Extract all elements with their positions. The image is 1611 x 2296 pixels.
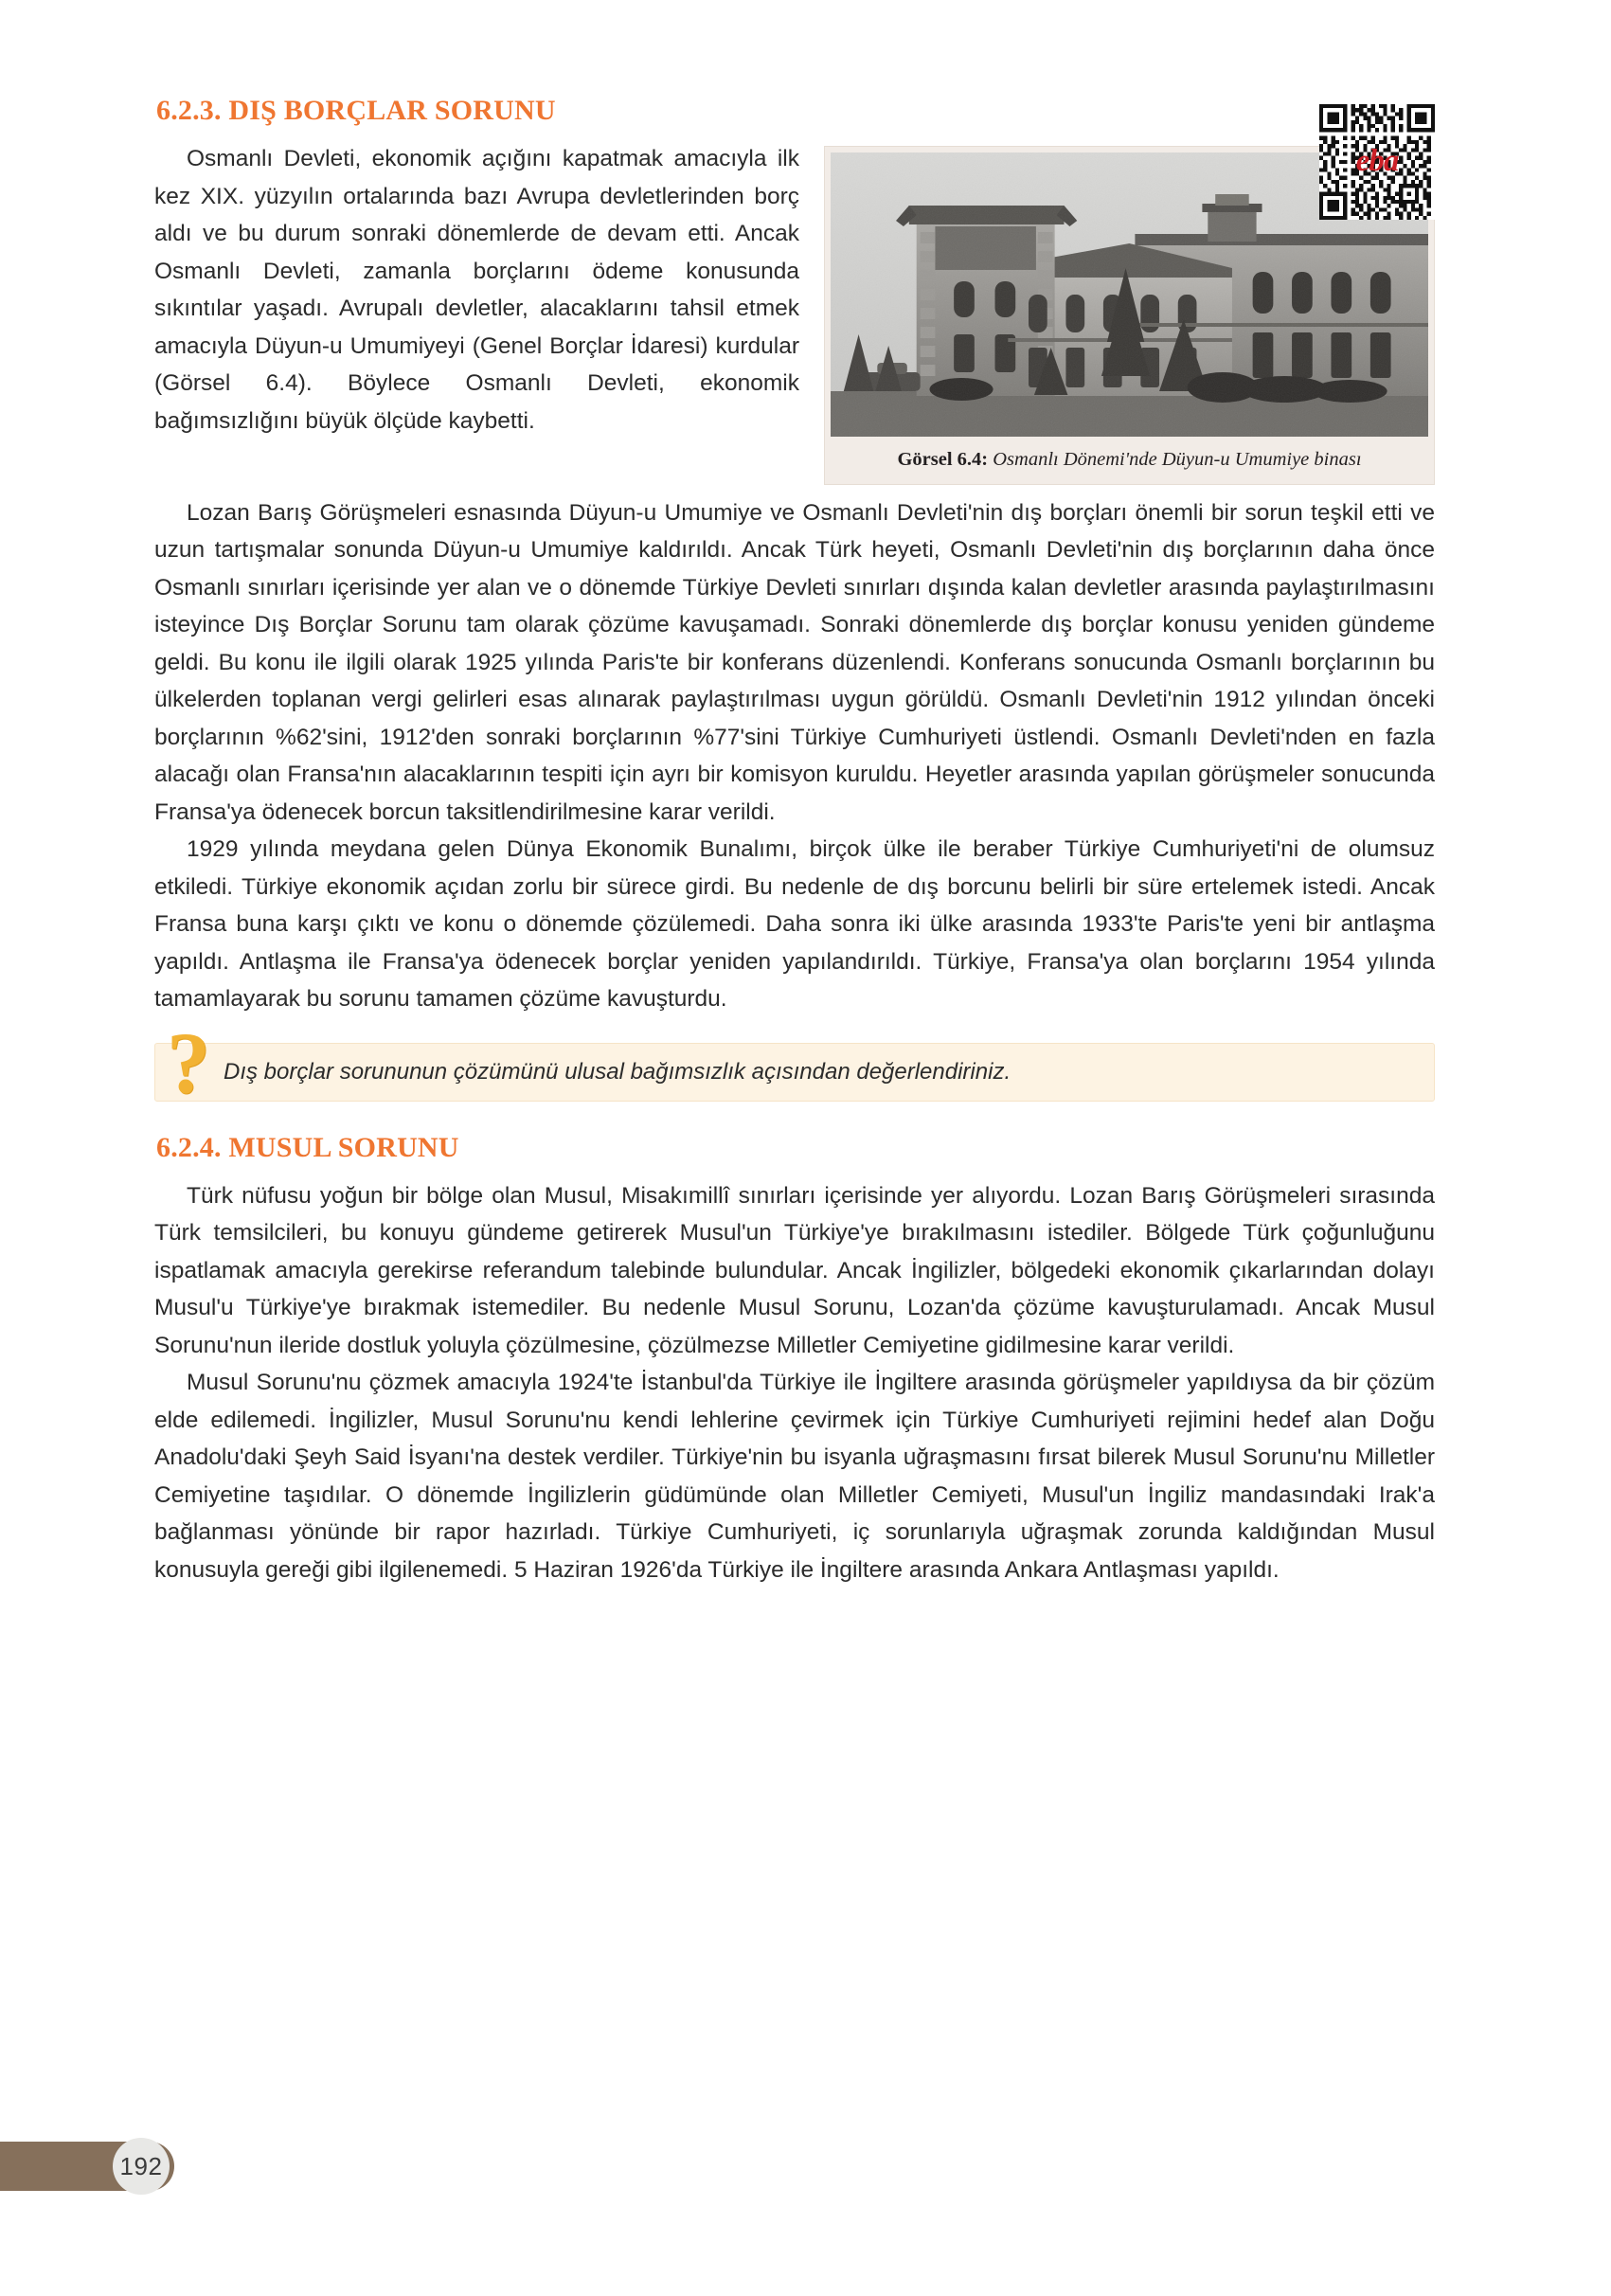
- paragraph-dis-borclar-3: 1929 yılında meydana gelen Dünya Ekonomik Bunalımı, birçok ülke ile beraber Türkiye Cumhuriyeti'ni de olumsuz etkiledi. Türkiye ekonomik açıdan zorlu bir sürece girdi. Bu nedenle de dış borcunu belirli bir süre ertelemek istedi. Ancak Fransa buna karşı çıktı ve konu o dönemde çözülemedi. Daha sonra iki ülke arasında 1933'te Paris'te yeni bir antlaşma yapıldı. Antlaşma ile Fransa'ya ödenecek borçlar yeniden yapılandırıldı. Türkiye, Fransa'ya olan borçlarını 1954 yılında tamamlayarak bu sorunu tamamen çözüme kavuşturdu.: [154, 836, 1435, 1013]
- paragraph-musul-2: Musul Sorunu'nu çözmek amacıyla 1924'te İstanbul'da Türkiye ile İngiltere arasında görüşmeler yapıldıysa da bir çözüm elde edilemedi. İngilizler, Musul Sorunu'nu kendi lehlerine çevirmek için Türkiye Cumhuriyeti rejimini hedef alan Doğu Anadolu'daki Şeyh Said İsyanı'na destek verdiler. Türkiye'nin bu isyanla uğraşmasını fırsat bilerek Musul Sorunu'nu Milletler Cemiyetine taşıdılar. O dönemde İngilizlerin güdümünde olan Milletler Cemiyeti, Musul'un İngiliz mandasındaki Irak'a bağlanması yönünde bir rapor hazırladı. Türkiye Cumhuriyeti, iç sorunlarıyla uğraşmak zorunda kaldığından Musul konusuyla gereği gibi ilgilenemedi. 5 Haziran 1926'da Türkiye ile İngiltere arasında Ankara Antlaşması yapıldı.: [154, 1370, 1435, 1583]
- paragraph-dis-borclar-intro: Osmanlı Devleti, ekonomik açığını kapatmak amacıyla ilk kez XIX. yüzyılın ortalarında bazı Avrupa devletlerinden borç aldı ve bu durum sonraki dönemlerde de devam etti. Ancak Osmanlı Devleti, zamanla borçlarını ödeme konusunda sıkıntılar yaşadı. Avrupalı devletler, alacaklarını tahsil etmek amacıyla Düyun-u Umumiyeyi (Genel Borçlar İdaresi) kurdular (Görsel 6.4). Böylece Osmanlı Devleti, ekonomik bağımsızlığını büyük ölçüde kaybetti.: [154, 146, 799, 434]
- page-number: 192: [113, 2138, 170, 2195]
- qr-code-icon: [1319, 104, 1435, 220]
- paragraph-musul-1: Türk nüfusu yoğun bir bölge olan Musul, Misakımillî sınırları içerisinde yer alıyordu. Lozan Barış Görüşmeleri sırasında Türk temsilcileri, bu konuyu gündeme getirerek Musul'un Türkiye'ye bırakılmasını istediler. Bölgede Türk çoğunluğunu ispatlamak amacıyla gerekirse referandum talebinde bulundular. Ancak İngilizler, bölgedeki ekonomik çıkarlarından dolayı Musul'u Türkiye'ye bırakmak istemediler. Bu nedenle Musul Sorunu, Lozan'da çözüme kavuşturulamadı. Ancak Musul Sorunu'nun ileride dostluk yoluyla çözülmesine, çözülmezse Milletler Cemiyetine gidilmesine karar verildi.: [154, 1182, 1435, 1358]
- figure-caption: [831, 437, 1428, 484]
- figure-block: [824, 143, 1435, 485]
- callout-text: Dış borçlar sorununun çözümünü ulusal bağımsızlık açısından değerlendiriniz.: [224, 1059, 1011, 1085]
- reflection-callout: [154, 1013, 1435, 1111]
- question-mark-icon: ?: [167, 1013, 210, 1111]
- figure-caption-text: Osmanlı Dönemi'nde Düyun-u Umumiye binası: [993, 449, 1362, 470]
- page-content: [154, 95, 1435, 1588]
- paragraph-dis-borclar-2: Lozan Barış Görüşmeleri esnasında Düyun-u Umumiye ve Osmanlı Devleti'nin dış borçları önemli bir sorun teşkil etti ve uzun tartışmalar sonunda Düyun-u Umumiye kaldırıldı. Ancak Türk heyeti, Osmanlı Devleti'nin dış borçlarının daha önce Osmanlı sınırları içerisinde yer alan ve o dönemde Türkiye Devleti sınırları dışında kalan devletler arasında paylaştırılmasını isteyince Dış Borçlar Sorunu tam olarak çözüme kavuşamadı. Sonraki dönemlerde dış borçlar konusu yeniden gündeme geldi. Bu konu ile ilgili olarak 1925 yılında Paris'te bir konferans düzenlendi. Konferans sonucunda Osmanlı borçlarının bu ülkelerden toplanan vergi gelirleri esas alınarak paylaştırılması uygun görüldü. Osmanlı Devleti'nin 1912 yılından önceki borçlarının %62'sini, 1912'den sonraki borçlarının %77'sini Türkiye Cumhuriyeti üstlendi. Osmanlı Devleti'nden en fazla alacağı olan Fransa'nın alacaklarının tespiti için ayrı bir komisyon kuruldu. Heyetler arasında yapılan görüşmeler sonucunda Fransa'ya ödenecek borcun taksitlendirilmesine karar verildi.: [154, 499, 1435, 825]
- qr-code[interactable]: [1319, 104, 1435, 220]
- section-heading-dis-borclar: 6.2.3. DIŞ BORÇLAR SORUNU: [156, 95, 556, 126]
- figure-label: Görsel 6.4:: [897, 449, 989, 470]
- eba-logo: eba: [1355, 143, 1399, 178]
- section-heading-musul: 6.2.4. MUSUL SORUNU: [156, 1131, 459, 1163]
